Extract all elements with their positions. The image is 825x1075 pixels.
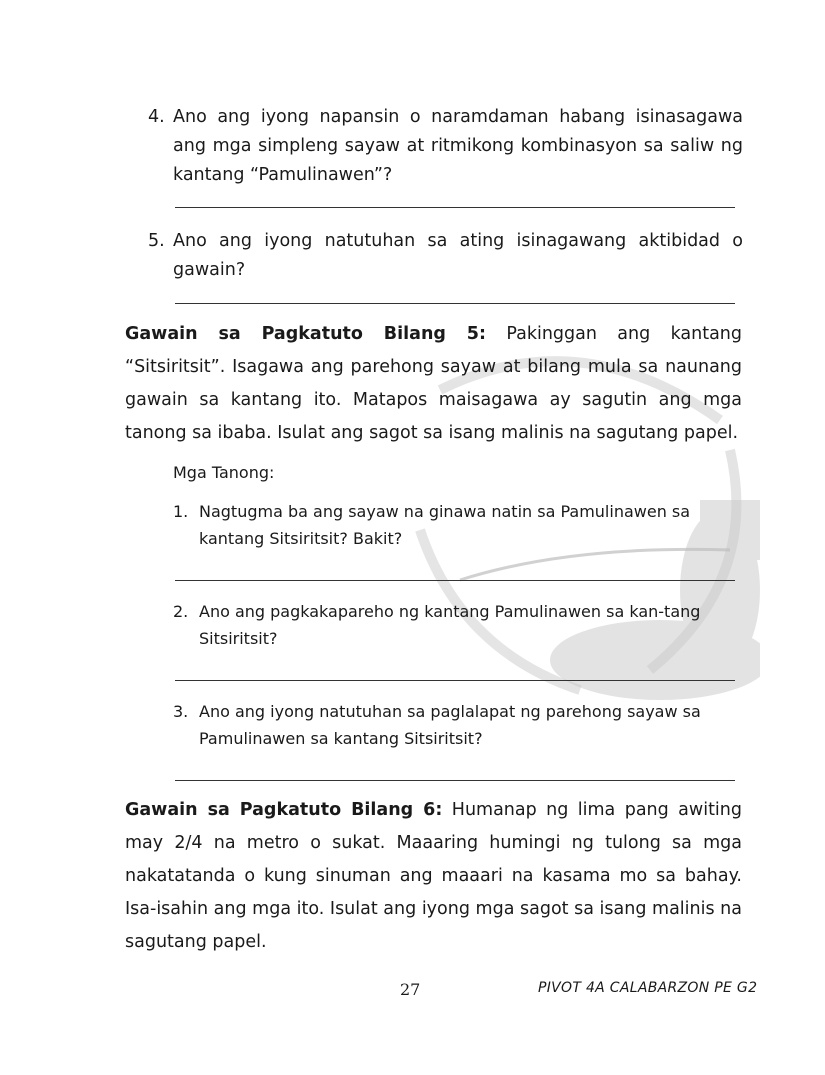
gawain-6-paragraph <box>125 794 742 959</box>
question-number: 3. <box>173 702 189 721</box>
question-number: 1. <box>173 502 189 521</box>
question-5 <box>148 227 743 285</box>
answer-line <box>175 780 735 781</box>
question-text: Ano ang pagkakapareho ng kantang Pamulinawen sa kan-tang Sitsiritsit? <box>199 602 701 648</box>
gawain-5-paragraph <box>125 318 742 450</box>
answer-line <box>175 303 735 304</box>
answer-line <box>175 580 735 581</box>
question-number: 2. <box>173 602 189 621</box>
question-text: Nagtugma ba ang sayaw na ginawa natin sa Pamulinawen sa kantang Sitsiritsit? Bakit? <box>199 502 691 548</box>
question-text: Ano ang iyong natutuhan sa ating isinagawang aktibidad o gawain? <box>173 231 743 280</box>
question-number: 5. <box>148 231 165 251</box>
answer-line <box>175 207 735 208</box>
question-4 <box>148 103 743 190</box>
sub-question-3 <box>173 698 733 752</box>
sub-question-1 <box>173 498 733 552</box>
page-number: 27 <box>400 980 421 999</box>
sub-question-2 <box>173 598 733 652</box>
answer-line <box>175 680 735 681</box>
gawain-6-heading: Gawain sa Pagkatuto Bilang 6: <box>125 800 443 820</box>
gawain-5-heading: Gawain sa Pagkatuto Bilang 5: <box>125 324 486 344</box>
question-text: Ano ang iyong natutuhan sa paglalapat ng parehong sayaw sa Pamulinawen sa kantang Sitsiritsit? <box>199 702 701 748</box>
question-text: Ano ang iyong napansin o naramdaman habang isinasagawa ang mga simpleng sayaw at ritmikong kombinasyon sa saliw ng kantang “Pamulinawen”? <box>173 107 743 185</box>
footer-label: PIVOT 4A CALABARZON PE G2 <box>538 980 758 996</box>
mga-tanong-label: Mga Tanong: <box>173 463 275 482</box>
gawain-5-text: Pakinggan ang kantang “Sitsiritsit”. Isagawa ang parehong sayaw at bilang mula sa naunang gawain sa kantang ito. Matapos maisagawa ay sagutin ang mga tanong sa ibaba. Isulat ang sagot sa isang malinis na sagutang papel. <box>125 324 742 443</box>
question-number: 4. <box>148 107 165 127</box>
gawain-6-text: Humanap ng lima pang awiting may 2/4 na metro o sukat. Maaaring humingi ng tulong sa mga nakatatanda o kung sinuman ang maaari na kasama mo sa bahay. Isa-isahin ang mga ito. Isulat ang iyong mga sagot sa isang malinis na sagutang papel. <box>125 800 742 952</box>
